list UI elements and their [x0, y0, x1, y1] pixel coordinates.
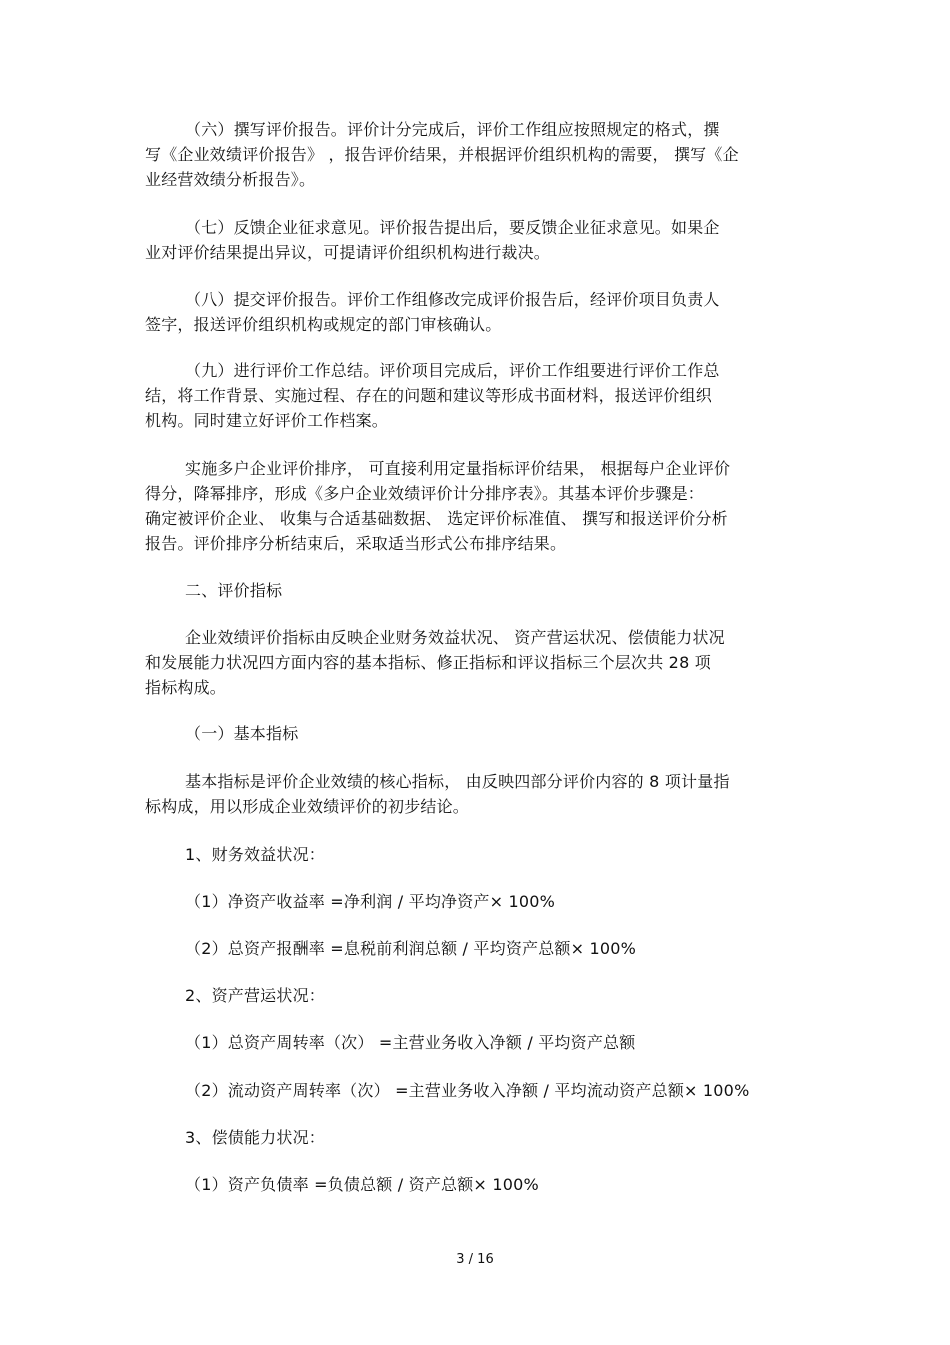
para-9-line-1: （九）进行评价工作总结。评价项目完成后，评价工作组要进行评价工作总	[185, 361, 720, 380]
para-9-line-3: 机构。同时建立好评价工作档案。	[145, 411, 389, 430]
page-number: 3 / 16	[456, 1252, 494, 1267]
formula-current-asset-turnover: （2）流动资产周转率（次） =主营业务收入净额 / 平均流动资产总额× 100%	[185, 1081, 750, 1100]
para-basic-line-1: 基本指标是评价企业效绩的核心指标， 由反映四部分评价内容的 8 项计量指	[185, 772, 730, 791]
formula-debt-ratio: （1）资产负债率 =负债总额 / 资产总额× 100%	[185, 1175, 539, 1194]
para-8-line-1: （八）提交评价报告。评价工作组修改完成评价报告后，经评价项目负责人	[185, 290, 720, 309]
para-7-line-1: （七）反馈企业征求意见。评价报告提出后，要反馈企业征求意见。如果企	[185, 218, 720, 237]
para-6-line-2: 写《企业效绩评价报告》 ，报告评价结果，并根据评价组织机构的需要， 撰写《企	[145, 145, 739, 164]
para-indicators-line-3: 指标构成。	[145, 678, 227, 697]
item-financial-benefit: 1、财务效益状况：	[185, 845, 325, 864]
formula-total-asset-turnover: （1）总资产周转率（次） =主营业务收入净额 / 平均资产总额	[185, 1033, 636, 1052]
formula-roa: （2）总资产报酬率 =息税前利润总额 / 平均资产总额× 100%	[185, 939, 637, 958]
para-8-line-2: 签字，报送评价组织机构或规定的部门审核确认。	[145, 315, 502, 334]
para-9-line-2: 结，将工作背景、实施过程、存在的问题和建议等形成书面材料，报送评价组织	[145, 386, 713, 405]
para-rank-line-4: 报告。评价排序分析结束后，采取适当形式公布排序结果。	[145, 534, 567, 553]
formula-roe: （1）净资产收益率 =净利润 / 平均净资产× 100%	[185, 892, 556, 911]
section-heading-indicators: 二、评价指标	[185, 581, 283, 600]
para-rank-line-3: 确定被评价企业、 收集与合适基础数据、 选定评价标准值、 撰写和报送评价分析	[145, 509, 728, 528]
para-indicators-line-2: 和发展能力状况四方面内容的基本指标、修正指标和评议指标三个层次共 28 项	[145, 653, 711, 672]
para-7-line-2: 业对评价结果提出异议，可提请评价组织机构进行裁决。	[145, 243, 551, 262]
para-indicators-line-1: 企业效绩评价指标由反映企业财务效益状况、 资产营运状况、偿债能力状况	[185, 628, 725, 647]
subheading-basic-indicators: （一）基本指标	[185, 724, 299, 743]
para-6-line-1: （六）撰写评价报告。评价计分完成后，评价工作组应按照规定的格式，撰	[185, 120, 720, 139]
para-6-line-3: 业经营效绩分析报告》。	[145, 170, 316, 189]
para-rank-line-2: 得分，降幂排序，形成《多户企业效绩评价计分排序表》。其基本评价步骤是：	[145, 484, 705, 503]
item-asset-operation: 2、资产营运状况：	[185, 986, 325, 1005]
para-basic-line-2: 标构成，用以形成企业效绩评价的初步结论。	[145, 797, 470, 816]
item-solvency: 3、偿债能力状况：	[185, 1128, 325, 1147]
para-rank-line-1: 实施多户企业评价排序， 可直接利用定量指标评价结果， 根据每户企业评价	[185, 459, 731, 478]
